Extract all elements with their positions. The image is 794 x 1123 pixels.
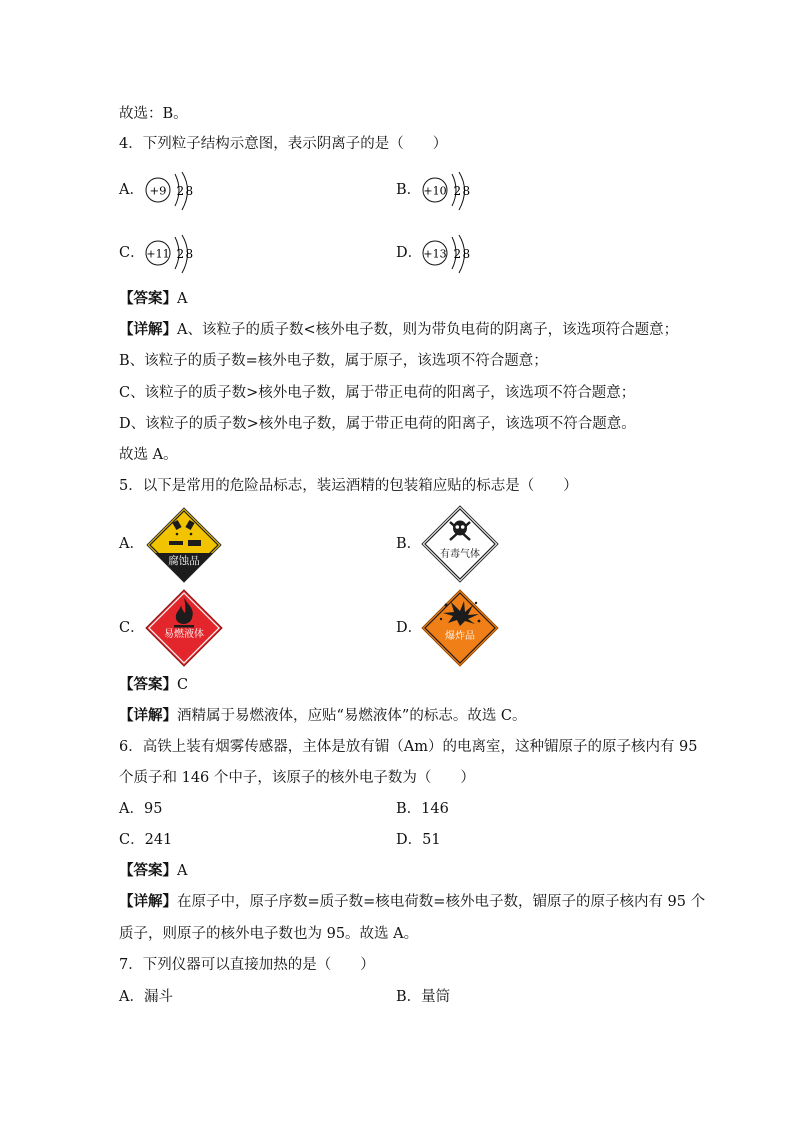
- q6-option-c: [119, 830, 172, 850]
- detail-tag: 【详解】: [119, 893, 177, 910]
- shell-1-electrons: 2: [453, 247, 462, 261]
- option-text: 95: [143, 801, 163, 817]
- detail-text: A、该粒子的质子数<核外电子数，则为带负电荷的阴离子，该选项符合题意；: [177, 322, 679, 338]
- sign-label: 腐蚀品: [168, 555, 200, 567]
- answer-value: A: [177, 291, 188, 307]
- answer-value: C: [177, 677, 189, 693]
- previous-answer: 故选：B。: [119, 106, 188, 122]
- q4-detail-1: [119, 320, 678, 340]
- q5-answer: [119, 675, 188, 695]
- shell-2-electrons: 8: [185, 247, 194, 261]
- q5-option-d-letter: D．: [396, 620, 423, 636]
- q4-detail-3: C、该粒子的质子数>核外电子数，属于带正电荷的阳离子，该选项不符合题意；: [119, 385, 636, 401]
- corrosive-sign: [146, 507, 222, 583]
- option-letter: B．: [396, 801, 422, 817]
- q6-option-a: [119, 799, 162, 819]
- shell-1-electrons: 2: [453, 184, 462, 198]
- shell-1-electrons: 2: [176, 184, 185, 198]
- option-text: 量筒: [421, 989, 451, 1005]
- toxic-gas-sign: [421, 505, 499, 583]
- q6-answer: [119, 861, 187, 881]
- explosive-sign: [421, 589, 499, 667]
- question-7-text: 7．下列仪器可以直接加热的是（ ）: [119, 957, 375, 973]
- nucleus-charge: +9: [149, 183, 167, 198]
- sign-label: 爆炸品: [445, 631, 475, 642]
- q4-option-a-atom-diagram: [144, 170, 204, 214]
- nucleus-charge: +11: [146, 247, 170, 261]
- q6-option-d: [396, 830, 441, 850]
- q4-option-c-letter: C．: [119, 245, 145, 261]
- answer-value: A: [177, 863, 188, 879]
- q7-option-a: [119, 987, 173, 1007]
- option-text: 51: [422, 832, 441, 848]
- flammable-liquid-sign: [145, 589, 223, 667]
- answer-tag: 【答案】: [119, 290, 177, 307]
- question-5-text: 5．以下是常用的危险品标志，装运酒精的包装箱应贴的标志是（ ）: [119, 478, 578, 494]
- q4-answer: [119, 289, 187, 309]
- q5-option-a-letter: A．: [119, 536, 144, 552]
- detail-text: 在原子中，原子序数=质子数=核电荷数=核外电子数，镅原子的原子核内有 95 个: [177, 894, 706, 910]
- q4-option-c-atom-diagram: [144, 233, 204, 277]
- q5-option-b-letter: B．: [396, 536, 422, 552]
- q4-option-b-letter: B．: [396, 182, 422, 198]
- detail-text: 酒精属于易燃液体，应贴“易燃液体”的标志。故选 C。: [177, 708, 527, 724]
- option-letter: C．: [119, 832, 145, 848]
- q6-option-b: [396, 799, 449, 819]
- q4-option-d-letter: D．: [396, 245, 423, 261]
- q7-option-b: [396, 987, 450, 1007]
- q6-detail-2: 质子，则原子的核外电子数也为 95。故选 A。: [119, 926, 419, 942]
- q4-option-d-atom-diagram: [421, 233, 481, 277]
- q4-detail-2: B、该粒子的质子数=核外电子数，属于原子，该选项不符合题意；: [119, 353, 548, 369]
- option-text: 241: [144, 832, 173, 848]
- detail-tag: 【详解】: [119, 707, 177, 724]
- q5-detail-1: [119, 706, 527, 726]
- q6-detail-1: [119, 892, 705, 912]
- question-6-text-1: 6．高铁上装有烟雾传感器，主体是放有镅（Am）的电离室，这种镅原子的原子核内有 95: [119, 739, 698, 755]
- detail-tag: 【详解】: [119, 321, 177, 338]
- answer-tag: 【答案】: [119, 676, 177, 693]
- nucleus-charge: +10: [423, 184, 447, 198]
- question-6-text-2: 个质子和 146 个中子，该原子的核外电子数为（ ）: [119, 770, 475, 786]
- q4-option-a-letter: A．: [119, 182, 144, 198]
- shell-2-electrons: 8: [462, 247, 471, 261]
- option-letter: B．: [396, 989, 422, 1005]
- option-letter: A．: [119, 989, 144, 1005]
- option-text: 146: [421, 801, 449, 817]
- option-text: 漏斗: [143, 989, 173, 1005]
- shell-1-electrons: 2: [176, 247, 185, 261]
- q5-option-c-letter: C．: [119, 620, 145, 636]
- q4-option-b-atom-diagram: [421, 170, 481, 214]
- q4-detail-4: D、该粒子的质子数>核外电子数，属于带正电荷的阳离子，该选项不符合题意。: [119, 416, 636, 432]
- option-letter: D．: [396, 832, 423, 848]
- shell-2-electrons: 8: [185, 184, 194, 198]
- sign-label: 有毒气体: [440, 549, 480, 560]
- nucleus-charge: +13: [423, 247, 447, 261]
- option-letter: A．: [119, 801, 144, 817]
- question-4-text: 4．下列粒子结构示意图，表示阴离子的是（ ）: [119, 136, 448, 152]
- shell-2-electrons: 8: [462, 184, 471, 198]
- q4-detail-5: 故选 A。: [119, 447, 178, 463]
- answer-tag: 【答案】: [119, 862, 177, 879]
- sign-label: 易燃液体: [164, 629, 204, 640]
